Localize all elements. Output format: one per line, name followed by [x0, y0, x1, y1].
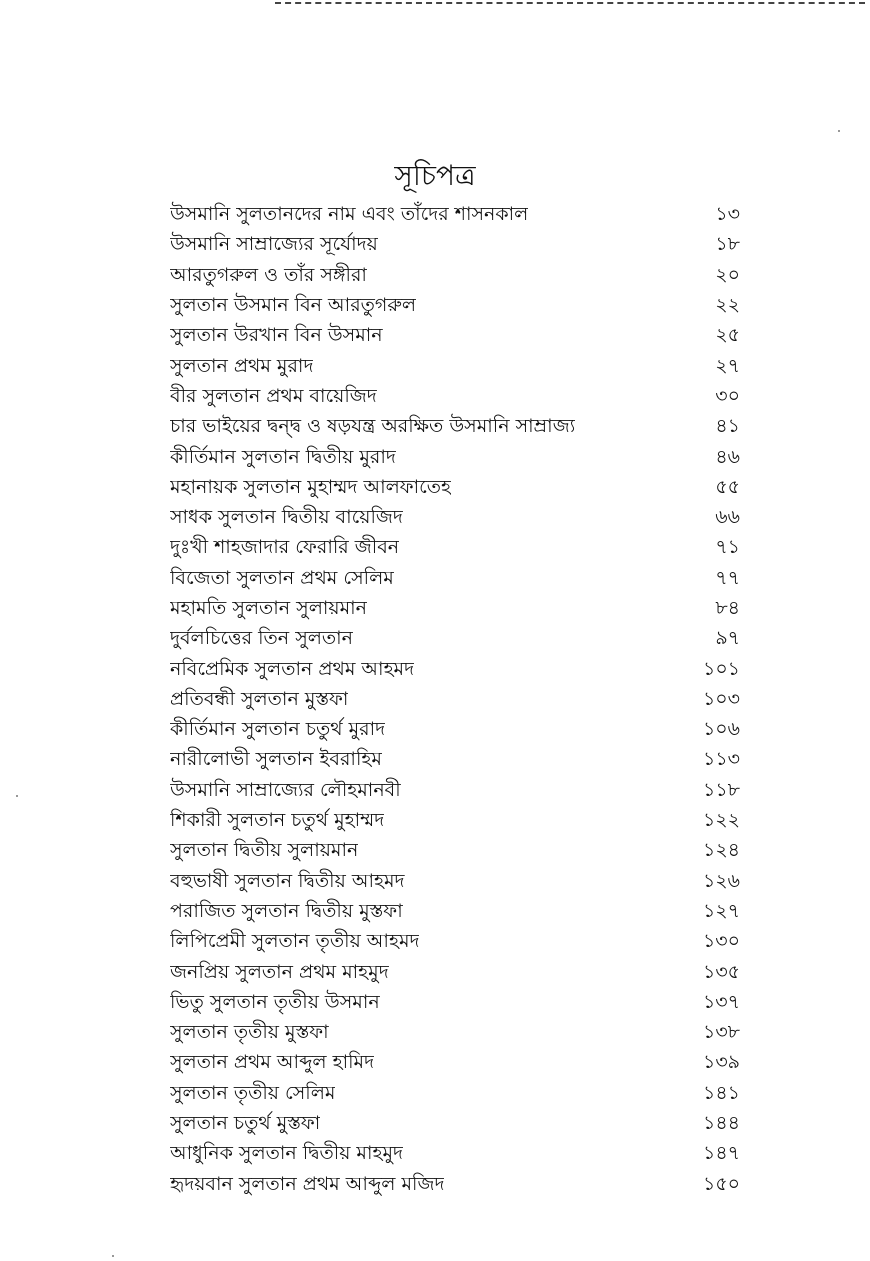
toc-entry-page-number: ১১৩ — [702, 748, 740, 771]
toc-entry — [170, 623, 740, 653]
toc-entry — [170, 866, 740, 896]
toc-entry — [170, 805, 740, 835]
toc-entry-title: সুলতান দ্বিতীয় সুলায়মান — [170, 839, 359, 862]
scan-speck — [16, 795, 18, 797]
toc-entry — [170, 1169, 740, 1199]
toc-entry-title: মহামতি সুলতান সুলায়মান — [170, 597, 367, 619]
toc-entry-title: সুলতান চতুর্থ মুস্তফা — [170, 1112, 321, 1135]
toc-entry-title: কীর্তিমান সুলতান চতুর্থ মুরাদ — [170, 718, 386, 741]
toc-entry-page-number: ১৩০ — [702, 930, 740, 953]
toc-entry-page-number: ২২ — [715, 294, 740, 317]
toc-entry-title: কীর্তিমান সুলতান দ্বিতীয় মুরাদ — [170, 445, 396, 468]
toc-entry-title: চার ভাইয়ের দ্বন্দ্ব ও ষড়যন্ত্র অরক্ষিত উসমানি সাম্রাজ্য — [170, 415, 576, 438]
toc-entry — [170, 472, 740, 502]
toc-entry — [170, 775, 740, 805]
toc-entry-page-number: ১২৬ — [702, 869, 740, 892]
toc-entry-title: সুলতান উসমান বিন আরতুগরুল — [170, 294, 417, 317]
toc-entry — [170, 532, 740, 562]
toc-entry-page-number: ১২৪ — [702, 839, 740, 862]
toc-entry — [170, 563, 740, 593]
toc-entry-title: শিকারী সুলতান চতুর্থ মুহাম্মদ — [170, 809, 385, 832]
toc-entry-page-number: ৪১ — [715, 415, 740, 438]
toc-entry — [170, 260, 740, 290]
toc-entry-page-number: ১১৮ — [703, 778, 740, 801]
toc-entry-page-number: ৩০ — [715, 384, 740, 407]
toc-entry-title: জনপ্রিয় সুলতান প্রথম মাহমুদ — [170, 960, 389, 983]
toc-entry-title: হৃদয়বান সুলতান প্রথম আব্দুল মজিদ — [170, 1172, 445, 1195]
toc-entry-page-number: ২৭ — [715, 354, 740, 377]
toc-entry-title: উসমানি সুলতানদের নাম এবং তাঁদের শাসনকাল — [170, 203, 529, 226]
toc-entry-title: ভিতু সুলতান তৃতীয় উসমান — [170, 990, 380, 1013]
toc-entry — [170, 926, 740, 956]
toc-entry-page-number: ১৩ — [715, 203, 740, 226]
toc-entry-page-number: ৯৭ — [715, 627, 740, 650]
scan-speck — [838, 130, 840, 132]
toc-entry-title: বীর সুলতান প্রথম বায়েজিদ — [170, 384, 377, 407]
table-of-contents — [170, 199, 740, 1199]
toc-entry-title: দুঃখী শাহজাদার ফেরারি জীবন — [170, 536, 400, 559]
toc-entry-title: আরতুগরুল ও তাঁর সঙ্গীরা — [170, 263, 367, 286]
toc-entry-page-number: ১০৬ — [702, 718, 740, 741]
toc-entry — [170, 956, 740, 986]
toc-entry-title: উসমানি সাম্রাজ্যের সূর্যোদয় — [170, 233, 378, 256]
toc-entry-page-number: ৮৪ — [715, 597, 740, 619]
toc-entry-title: বিজেতা সুলতান প্রথম সেলিম — [170, 566, 394, 589]
toc-entry-title: সাধক সুলতান দ্বিতীয় বায়েজিদ — [170, 506, 403, 529]
toc-entry-page-number: ১৫০ — [702, 1172, 740, 1195]
toc-entry-title: বহুভাষী সুলতান দ্বিতীয় আহমদ — [170, 869, 405, 892]
toc-entry-title: নারীলোভী সুলতান ইবরাহিম — [170, 748, 382, 771]
toc-entry-page-number: ১২২ — [702, 809, 740, 832]
toc-entry-title: প্রতিবন্ধী সুলতান মুস্তফা — [170, 687, 349, 710]
toc-entry-title: লিপিপ্রেমী সুলতান তৃতীয় আহমদ — [170, 930, 420, 953]
toc-entry-page-number: ৪৬ — [715, 445, 740, 468]
toc-entry-title: দুর্বলচিত্তের তিন সুলতান — [170, 627, 354, 650]
toc-entry-title: সুলতান প্রথম আব্দুল হামিদ — [170, 1051, 375, 1074]
toc-entry-page-number: ১২৭ — [702, 899, 740, 922]
toc-entry — [170, 1108, 740, 1138]
top-scan-edge — [275, 2, 865, 4]
toc-entry-title: সুলতান তৃতীয় মুস্তফা — [170, 1021, 329, 1044]
toc-entry — [170, 1078, 740, 1108]
toc-entry-page-number: ১৪৭ — [702, 1142, 740, 1165]
toc-entry — [170, 653, 740, 683]
toc-entry-page-number: ১৮ — [715, 233, 740, 256]
toc-entry — [170, 199, 740, 229]
toc-entry-title: সুলতান উরখান বিন উসমান — [170, 324, 383, 347]
toc-entry-page-number: ৭৭ — [715, 566, 740, 589]
toc-entry — [170, 684, 740, 714]
toc-entry — [170, 381, 740, 411]
toc-entry — [170, 441, 740, 471]
toc-entry — [170, 411, 740, 441]
toc-entry-page-number: ২৫ — [715, 324, 740, 347]
page-title: সূচিপত্র — [394, 159, 476, 192]
toc-entry-page-number: ৫৫ — [715, 475, 740, 498]
toc-entry — [170, 714, 740, 744]
toc-entry — [170, 987, 740, 1017]
toc-entry — [170, 1138, 740, 1168]
toc-entry-page-number: ১০১ — [702, 657, 740, 680]
toc-entry-page-number: ১৩৮ — [702, 1021, 740, 1044]
toc-entry-title: সুলতান প্রথম মুরাদ — [170, 354, 314, 377]
toc-entry-page-number: ১৩৯ — [702, 1051, 740, 1074]
toc-entry-page-number: ৬৬ — [715, 506, 740, 529]
toc-entry-page-number: ১৩৭ — [702, 990, 740, 1013]
toc-entry — [170, 1017, 740, 1047]
toc-entry — [170, 896, 740, 926]
toc-entry — [170, 593, 740, 623]
scan-speck — [112, 1255, 114, 1257]
toc-entry-title: পরাজিত সুলতান দ্বিতীয় মুস্তফা — [170, 899, 403, 922]
toc-entry — [170, 1047, 740, 1077]
toc-entry — [170, 320, 740, 350]
toc-entry — [170, 350, 740, 380]
toc-entry-page-number: ১৩৫ — [702, 960, 740, 983]
toc-entry-title: উসমানি সাম্রাজ্যের লৌহমানবী — [170, 778, 401, 801]
toc-entry-title: আধুনিক সুলতান দ্বিতীয় মাহমুদ — [170, 1142, 403, 1165]
toc-entry-title: নবিপ্রেমিক সুলতান প্রথম আহমদ — [170, 657, 415, 680]
toc-entry — [170, 744, 740, 774]
toc-entry-page-number: ৭১ — [715, 536, 740, 559]
toc-entry-page-number: ২০ — [715, 263, 740, 286]
toc-entry — [170, 229, 740, 259]
toc-entry-page-number: ১০৩ — [702, 687, 740, 710]
toc-entry-page-number: ১৪৪ — [703, 1112, 740, 1135]
toc-entry-page-number: ১৪১ — [703, 1081, 740, 1104]
toc-entry-title: মহানায়ক সুলতান মুহাম্মদ আলফাতেহ — [170, 475, 452, 498]
toc-entry-title: সুলতান তৃতীয় সেলিম — [170, 1081, 336, 1104]
toc-entry — [170, 290, 740, 320]
toc-entry — [170, 835, 740, 865]
toc-entry — [170, 502, 740, 532]
